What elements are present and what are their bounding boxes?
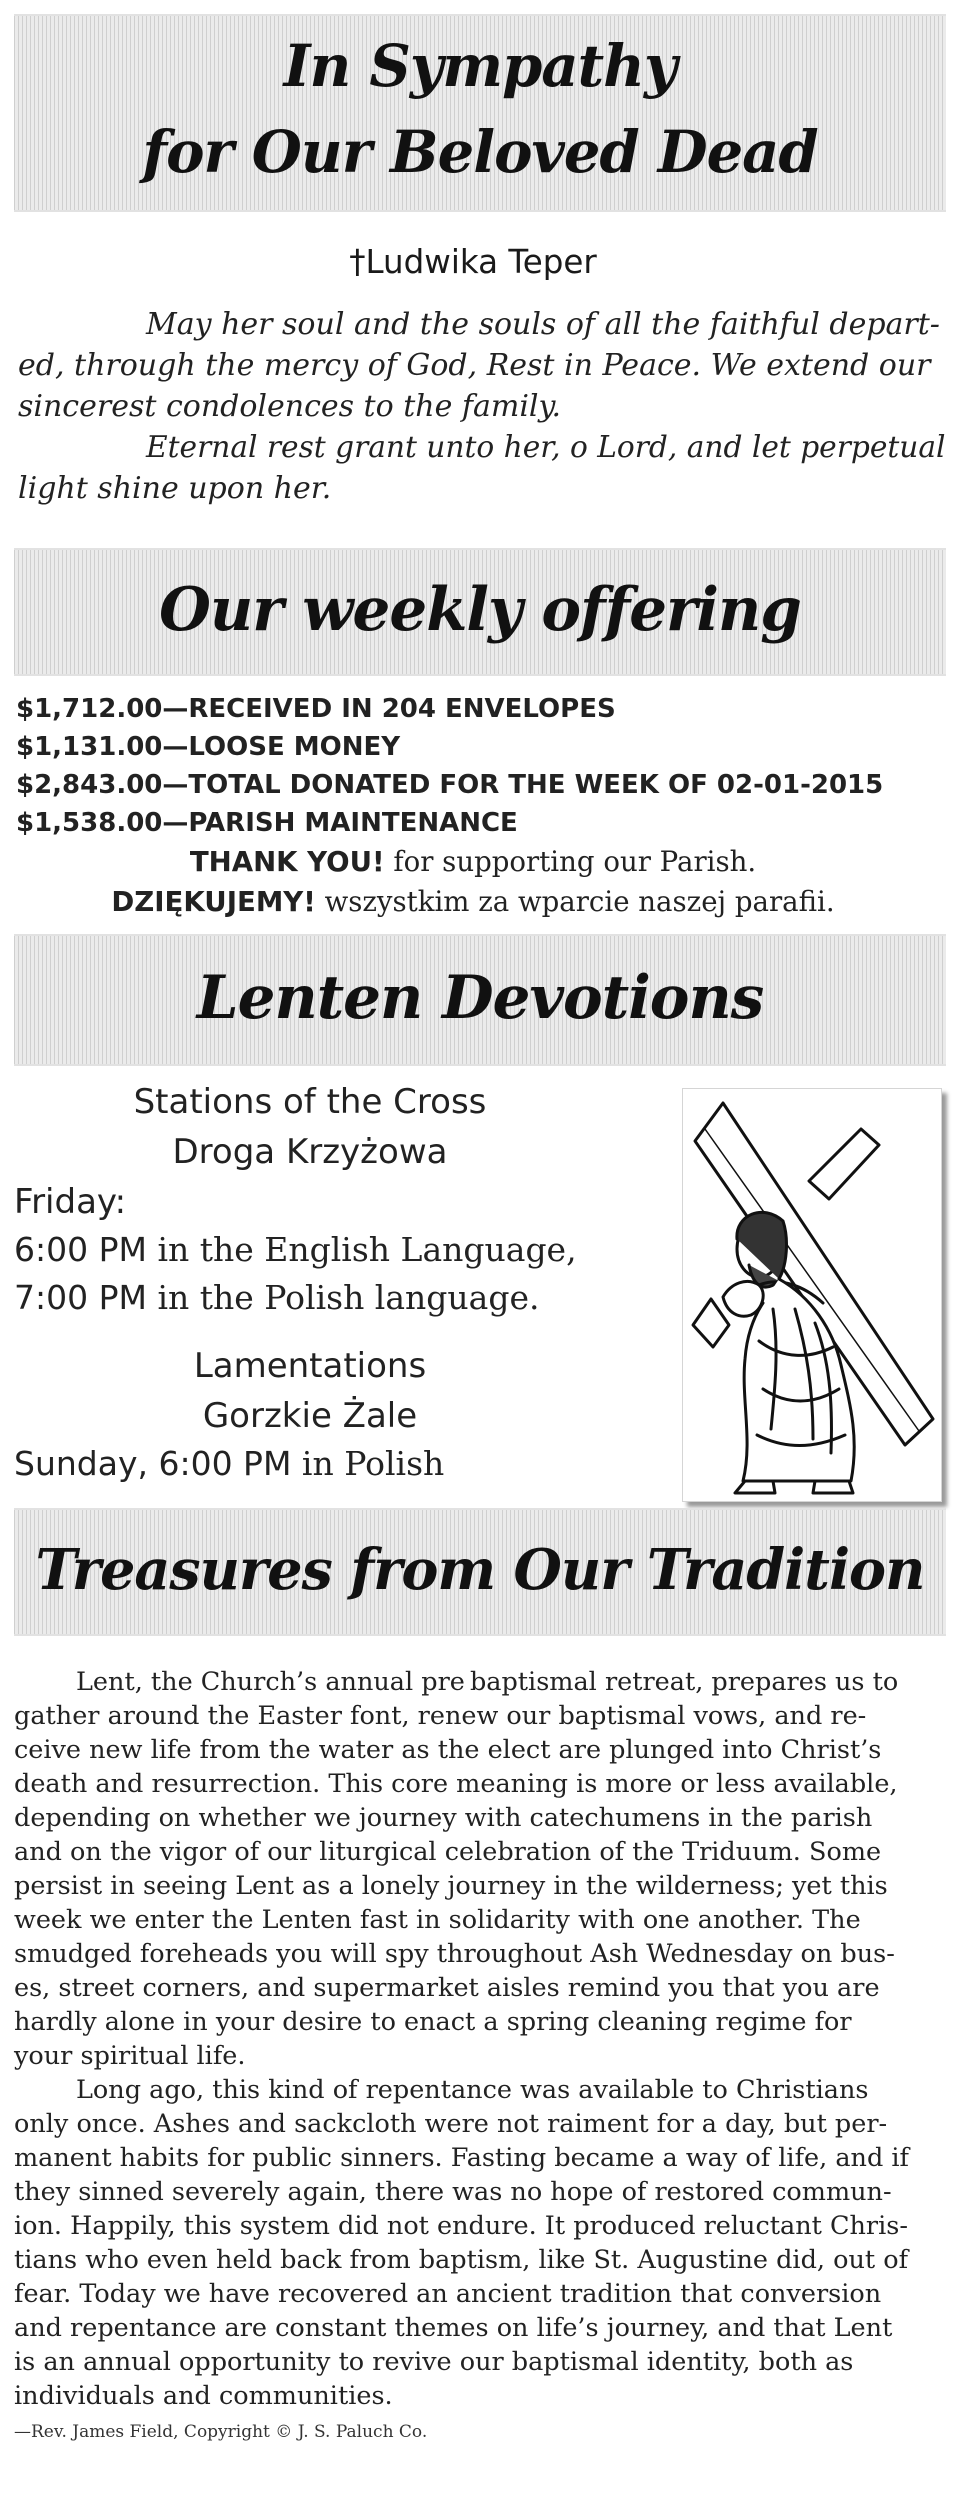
sympathy-title-line1: In Sympathy	[283, 32, 677, 100]
thanks-polish-rest: wszystkim za wparcie naszej parafii.	[315, 885, 835, 918]
lenten-title: Lenten Devotions	[196, 963, 764, 1033]
stations-polish: Droga Krzyżowa	[172, 1132, 448, 1172]
time-polish: 7:00 PM	[14, 1278, 147, 1317]
thanks-polish	[0, 882, 946, 922]
treasures-line: only once. Ashes and sackcloth were not raiment for a day, but per-	[14, 2109, 888, 2139]
deceased-name: †Ludwika Teper	[349, 242, 597, 281]
sunday-rest: in Polish	[291, 1444, 445, 1483]
treasures-line: es, street corners, and supermarket aisles remind you that you are	[14, 1973, 880, 2003]
treasures-banner	[14, 1508, 946, 1636]
treasures-line: Long ago, this kind of repentance was available to Christians	[76, 2075, 869, 2105]
friday-polish-time	[14, 1274, 540, 1322]
sympathy-title-line2: for Our Beloved Dead	[142, 118, 818, 186]
treasures-line: smudged foreheads you will spy throughout Ash Wednesday on bus-	[14, 1939, 895, 1969]
treasures-line: hardly alone in your desire to enact a spring cleaning regime for	[14, 2007, 852, 2037]
lenten-banner	[14, 934, 946, 1066]
offering-loose: $1,131.00—LOOSE MONEY	[16, 732, 401, 762]
offering-envelopes: $1,712.00—RECEIVED IN 204 ENVELOPES	[16, 694, 616, 724]
thanks-polish-bold: DZIĘKUJEMY!	[111, 885, 316, 918]
treasures-line: is an annual opportunity to revive our baptismal identity, both as	[14, 2347, 854, 2377]
time-polish-rest: in the Polish language.	[146, 1278, 540, 1317]
treasures-line: fear. Today we have recovered an ancient tradition that conversion	[14, 2279, 882, 2309]
treasures-line: manent habits for public sinners. Fasting became a way of life, and if	[14, 2143, 909, 2173]
treasures-line: depending on whether we journey with catechumens in the parish	[14, 1803, 873, 1833]
time-english: 6:00 PM	[14, 1230, 147, 1269]
time-english-rest: in the English Language,	[146, 1230, 577, 1269]
thanks-english-rest: for supporting our Parish.	[384, 845, 757, 878]
sympathy-p1-line2: ed, through the mercy of God, Rest in Peace. We extend our	[18, 348, 931, 383]
article-credit: —Rev. James Field, Copyright © J. S. Paluch Co.	[14, 2422, 428, 2442]
offering-banner	[14, 548, 946, 676]
offering-maintenance: $1,538.00—PARISH MAINTENANCE	[16, 808, 518, 838]
sympathy-p2-line1: Eternal rest grant unto her, o Lord, and let perpetual	[146, 430, 946, 465]
sympathy-p1-line1: May her soul and the souls of all the faithful depart-	[146, 307, 940, 342]
treasures-line: ceive new life from the water as the elect are plunged into Christ’s	[14, 1735, 882, 1765]
treasures-line: your spiritual life.	[14, 2041, 246, 2071]
sympathy-banner	[14, 14, 946, 212]
treasures-title: Treasures from Our Tradition	[35, 1537, 925, 1603]
sympathy-p2-line2: light shine upon her.	[18, 471, 332, 506]
thanks-english	[0, 842, 946, 882]
offering-total: $2,843.00—TOTAL DONATED FOR THE WEEK OF 02-01-2015	[16, 770, 884, 800]
cross-figure-svg	[683, 1089, 941, 1501]
lamentations-english: Lamentations	[193, 1346, 427, 1386]
stations-english: Stations of the Cross	[133, 1082, 487, 1122]
treasures-line: death and resurrection. This core meaning is more or less available,	[14, 1769, 898, 1799]
treasures-line: ion. Happily, this system did not endure. It produced reluctant Chris-	[14, 2211, 908, 2241]
friday-english-time	[14, 1226, 577, 1274]
sunday-label: Sunday, 6:00 PM	[14, 1444, 292, 1483]
treasures-line: persist in seeing Lent as a lonely journey in the wilderness; yet this	[14, 1871, 888, 1901]
treasures-line: gather around the Easter font, renew our baptismal vows, and re-	[14, 1701, 867, 1731]
lamentations-polish: Gorzkie Żale	[202, 1396, 418, 1436]
treasures-line: Lent, the Church’s annual pre baptismal retreat, prepares us to	[76, 1667, 899, 1697]
thanks-english-bold: THANK YOU!	[189, 845, 385, 878]
treasures-line: individuals and communities.	[14, 2381, 393, 2411]
treasures-line: week we enter the Lenten fast in solidarity with one another. The	[14, 1905, 861, 1935]
sympathy-p1-line3: sincerest condolences to the family.	[18, 389, 562, 424]
treasures-line: and repentance are constant themes on life’s journey, and that Lent	[14, 2313, 893, 2343]
jesus-carrying-cross-image	[682, 1088, 942, 1502]
treasures-line: tians who even held back from baptism, like St. Augustine did, out of	[14, 2245, 909, 2275]
treasures-line: they sinned severely again, there was no hope of restored commun-	[14, 2177, 892, 2207]
treasures-line: and on the vigor of our liturgical celebration of the Triduum. Some	[14, 1837, 882, 1867]
friday-label: Friday:	[14, 1182, 127, 1222]
sunday-time	[14, 1440, 444, 1488]
offering-title: Our weekly offering	[159, 575, 801, 645]
